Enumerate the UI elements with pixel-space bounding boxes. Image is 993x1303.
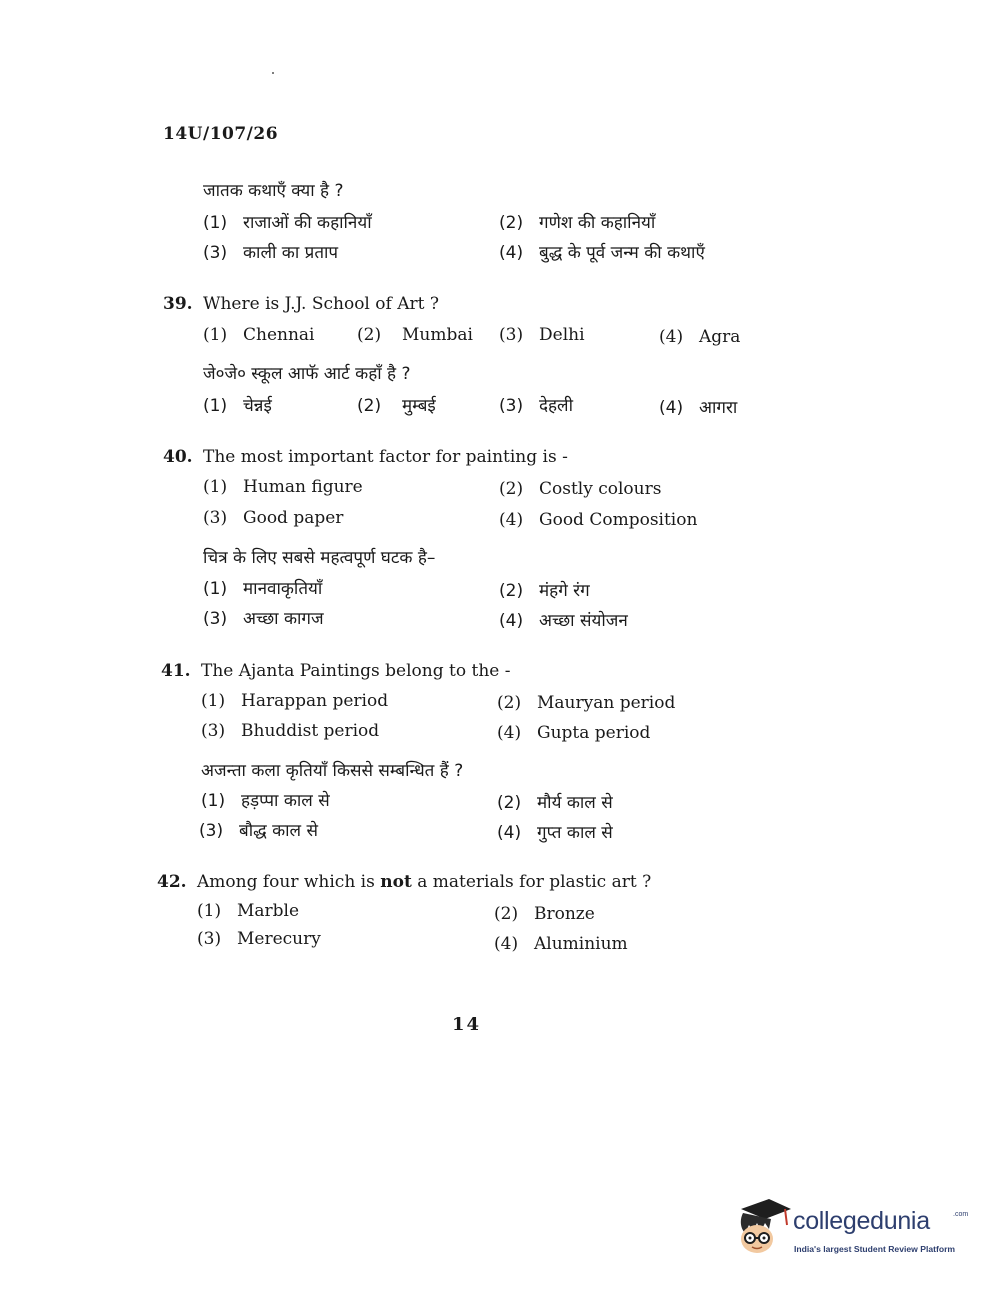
option: (3) काली का प्रताप — [203, 243, 339, 263]
option: (4) अच्छा संयोजन — [499, 611, 628, 631]
question-hindi-text: जे०जे० स्कूल आफॅ आर्ट कहाँ है ? — [203, 364, 411, 384]
option: (1) मानवाकृतियाँ — [203, 579, 323, 599]
option: (2) मंहगे रंग — [499, 581, 590, 601]
option: (2) मौर्य काल से — [497, 793, 613, 813]
brand-domain: .com — [953, 1211, 969, 1218]
question-hindi-text: चित्र के लिए सबसे महत्वपूर्ण घटक है– — [203, 548, 436, 568]
option: (2) मुम्बई — [357, 396, 436, 416]
option: (4) Agra — [659, 327, 741, 347]
question-number: 41. — [161, 661, 191, 681]
brand-name: collegedunia — [793, 1207, 930, 1235]
option: (4) बुद्ध के पूर्व जन्म की कथाएँ — [499, 243, 705, 263]
option: (4) आगरा — [659, 398, 738, 418]
question-text: The most important factor for painting is - — [203, 447, 568, 467]
option: (3) Bhuddist period — [201, 721, 380, 741]
option: (3) Good paper — [203, 508, 344, 528]
option: (1) चेन्नई — [203, 396, 272, 416]
speck — [272, 72, 274, 74]
graduate-mascot-icon — [735, 1195, 793, 1261]
option: (2) गणेश की कहानियाँ — [499, 213, 656, 233]
option: (4) Aluminium — [494, 934, 628, 954]
option: (2) Costly colours — [499, 479, 662, 499]
question-text: Where is J.J. School of Art ? — [203, 294, 439, 314]
option: (3) Merecury — [197, 929, 321, 949]
question-text: The Ajanta Paintings belong to the - — [201, 661, 511, 681]
option: (1) हड़प्पा काल से — [201, 791, 330, 811]
option: (4) Good Composition — [499, 510, 698, 530]
collegedunia-logo — [735, 1195, 970, 1265]
brand-tagline: India's largest Student Review Platform — [794, 1244, 956, 1254]
question-number: 42. — [157, 872, 187, 892]
option: (1) राजाओं की कहानियाँ — [203, 213, 372, 233]
paper-code: 14U/107/26 — [163, 124, 279, 144]
option: (4) Gupta period — [497, 723, 651, 743]
question-38-hindi-text: जातक कथाएँ क्या है ? — [203, 181, 344, 201]
option: (1) Human figure — [203, 477, 363, 497]
question-text: Among four which is not a materials for plastic art ? — [197, 872, 652, 892]
option: (1) Chennai — [203, 325, 315, 345]
option: (3) अच्छा कागज — [203, 609, 324, 629]
page-number: 14 — [452, 1014, 482, 1035]
option: (2) Mumbai — [357, 325, 473, 345]
question-number: 39. — [163, 294, 193, 314]
option: (2) Mauryan period — [497, 693, 676, 713]
option: (3) बौद्ध काल से — [199, 821, 318, 841]
option: (2) Bronze — [494, 904, 595, 924]
question-hindi-text: अजन्ता कला कृतियाँ किससे सम्बन्धित हैं ? — [201, 761, 464, 781]
option: (4) गुप्त काल से — [497, 823, 613, 843]
option: (1) Harappan period — [201, 691, 389, 711]
option: (1) Marble — [197, 901, 300, 921]
option: (3) Delhi — [499, 325, 585, 345]
option: (3) देहली — [499, 396, 573, 416]
question-number: 40. — [163, 447, 193, 467]
